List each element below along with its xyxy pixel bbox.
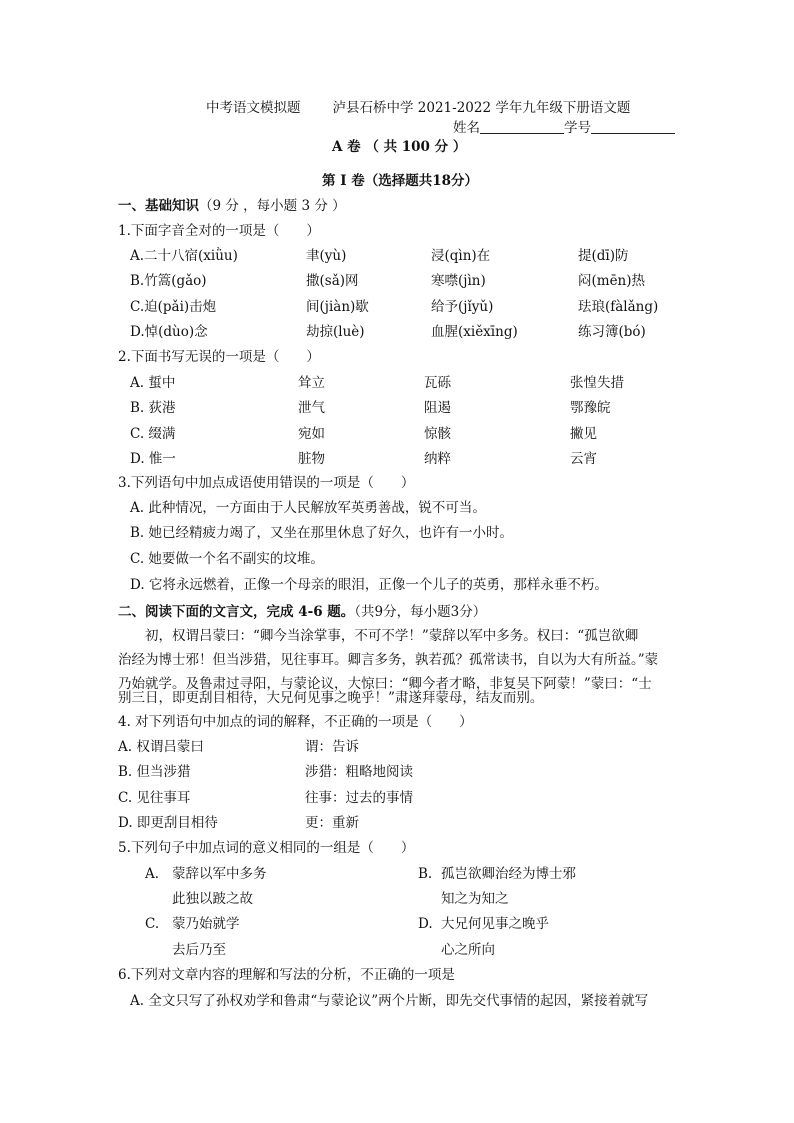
q1-d-1: D.悼(dùo)念 xyxy=(130,324,208,340)
q3-option-a: A. 此种情况，一方面由于人民解放军英勇善战，锐不可当。 xyxy=(130,500,486,516)
q4-b-1: B. 但当涉猎 xyxy=(118,764,191,780)
exam-title-left: 中考语文模拟题 xyxy=(206,100,301,116)
q1-c-2: 间(jiàn)歇 xyxy=(306,299,369,315)
section2-title: 二、阅读下面的文言文，完成 4-6 题。 xyxy=(118,604,355,620)
q2-c-2: 宛如 xyxy=(298,426,325,442)
q2-d-4: 云宵 xyxy=(570,451,597,467)
q5-d-label: D. xyxy=(418,916,433,932)
q5-c-1: 蒙乃始就学 xyxy=(172,916,240,932)
exam-title-right: 泸县石桥中学 2021-2022 学年九年级下册语文题 xyxy=(332,100,631,116)
q2-a-3: 瓦砾 xyxy=(424,375,451,391)
q3-option-d: D. 它将永远燃着，正像一个母亲的眼泪，正像一个儿子的英勇，那样永垂不朽。 xyxy=(130,577,608,593)
name-id-line xyxy=(453,118,675,138)
section2-heading xyxy=(118,602,486,622)
section2-note: （共9分，每小题3分） xyxy=(354,604,487,620)
passage-line: 初，权谓吕蒙曰：“卿今当涂掌事，不可不学！”蒙辞以军中多务。权曰：“孤岂欲卿 xyxy=(118,628,639,644)
q5-b-label: B. xyxy=(418,866,433,882)
q5-c-2: 去后乃至 xyxy=(172,942,226,958)
exam-title xyxy=(206,98,630,118)
q4-c-2: 往事：过去的事情 xyxy=(305,790,413,806)
q5-c-label: C. xyxy=(145,916,160,932)
q2-c-1: C. 缀满 xyxy=(130,426,176,442)
q2-b-4: 鄂豫皖 xyxy=(570,400,611,416)
q1-d-3: 血腥(xiěxīng) xyxy=(431,324,518,340)
section1-title: 一、基础知识 xyxy=(118,198,199,214)
q2-stem: 2.下面书写无误的一项是（ ） xyxy=(118,349,320,365)
q2-d-3: 纳粹 xyxy=(424,451,451,467)
id-blank[interactable] xyxy=(591,120,675,134)
q2-d-1: D. 惟一 xyxy=(130,451,176,467)
q5-d-2: 心之所向 xyxy=(441,942,495,958)
q5-d-1: 大兄何见事之晚乎 xyxy=(441,916,549,932)
q3-option-b: B. 她已经精疲力竭了，又坐在那里休息了好久，也许有一小时。 xyxy=(130,525,514,541)
section1-heading xyxy=(118,196,346,216)
paper-a-title: A 卷 （ 共 100 分 ） xyxy=(332,139,467,155)
q3-option-c: C. 她要做一个名不副实的坟堆。 xyxy=(130,551,324,567)
q1-a-1: A.二十八宿(xiǜu) xyxy=(130,248,238,264)
part1-title: 第 Ⅰ 卷（选择题共18分） xyxy=(322,173,479,189)
q5-b-2: 知之为知之 xyxy=(441,891,509,907)
q4-d-1: D. 即更刮目相待 xyxy=(118,815,218,831)
q5-stem: 5.下列句子中加点词的意义相同的一组是（ ） xyxy=(118,840,415,856)
name-label: 姓名 xyxy=(453,120,480,136)
q2-d-2: 脏物 xyxy=(298,451,325,467)
q1-c-3: 给予(jǐyǔ) xyxy=(431,299,494,315)
q4-d-2: 更：重新 xyxy=(305,815,359,831)
q3-stem: 3.下列语句中加点成语使用错误的一项是（ ） xyxy=(118,475,415,491)
q4-c-1: C. 见往事耳 xyxy=(118,790,191,806)
q4-a-2: 谓：告诉 xyxy=(305,739,359,755)
q2-a-2: 耸立 xyxy=(298,375,325,391)
q1-a-4: 提(dī)防 xyxy=(578,248,629,264)
q1-b-4: 闷(mēn)热 xyxy=(578,273,646,289)
q1-d-4: 练习簿(bó) xyxy=(578,324,646,340)
q1-a-2: 聿(yù) xyxy=(306,248,347,264)
passage-line: 别三日，即更刮目相待，大兄何见事之晚乎！”肃遂拜蒙母，结友而别。 xyxy=(118,690,544,706)
q6-option-a: A. 全文只写了孙权劝学和鲁肃“与蒙论议”两个片断，即先交代事情的起因，紧接着就写 xyxy=(130,993,649,1009)
q5-b-1: 孤岂欲卿治经为博士邪 xyxy=(441,866,576,882)
q4-b-2: 涉猎：粗略地阅读 xyxy=(305,764,413,780)
q1-b-2: 撒(sǎ)网 xyxy=(306,273,359,289)
q2-b-3: 阻遏 xyxy=(424,400,451,416)
q4-a-1: A. 权谓吕蒙曰 xyxy=(118,739,204,755)
section1-note: （9 分 ，每小题 3 分 ） xyxy=(199,198,346,214)
q5-a-label: A. xyxy=(145,866,160,882)
passage-line: 乃始就学。及鲁肃过寻阳，与蒙论议，大惊曰：“卿今者才略，非复吴下阿蒙！”蒙曰：“士 xyxy=(118,676,652,692)
q1-d-2: 劫掠(luè) xyxy=(306,324,365,340)
q2-b-1: B. 荻港 xyxy=(130,400,176,416)
passage-line: 治经为博士邪！但当涉猎，见往事耳。卿言多务，孰若孤？孤常读书，自以为大有所益。”蒙 xyxy=(118,652,659,668)
q4-stem: 4. 对下列语句中加点的词的解释，不正确的一项是（ ） xyxy=(118,714,473,730)
q2-a-4: 张惶失措 xyxy=(570,375,624,391)
q2-b-2: 泄气 xyxy=(298,400,325,416)
q1-stem: 1.下面字音全对的一项是（ ） xyxy=(118,223,320,239)
name-blank[interactable] xyxy=(480,120,564,134)
q2-c-3: 惊骸 xyxy=(424,426,451,442)
q5-a-2: 此独以跛之故 xyxy=(172,891,253,907)
id-label: 学号 xyxy=(564,120,591,136)
q1-a-3: 浸(qìn)在 xyxy=(431,248,491,264)
q1-b-3: 寒噤(jìn) xyxy=(431,273,486,289)
q1-c-4: 珐琅(fàlǎng) xyxy=(578,299,659,315)
q5-a-1: 蒙辞以军中多务 xyxy=(172,866,267,882)
q6-stem: 6.下列对文章内容的理解和写法的分析，不正确的一项是 xyxy=(118,967,455,983)
q2-c-4: 撇见 xyxy=(570,426,597,442)
q2-a-1: A. 蜇中 xyxy=(130,375,176,391)
q1-c-1: C.迫(pǎi)击炮 xyxy=(130,299,217,315)
q1-b-1: B.竹篙(gǎo) xyxy=(130,273,207,289)
